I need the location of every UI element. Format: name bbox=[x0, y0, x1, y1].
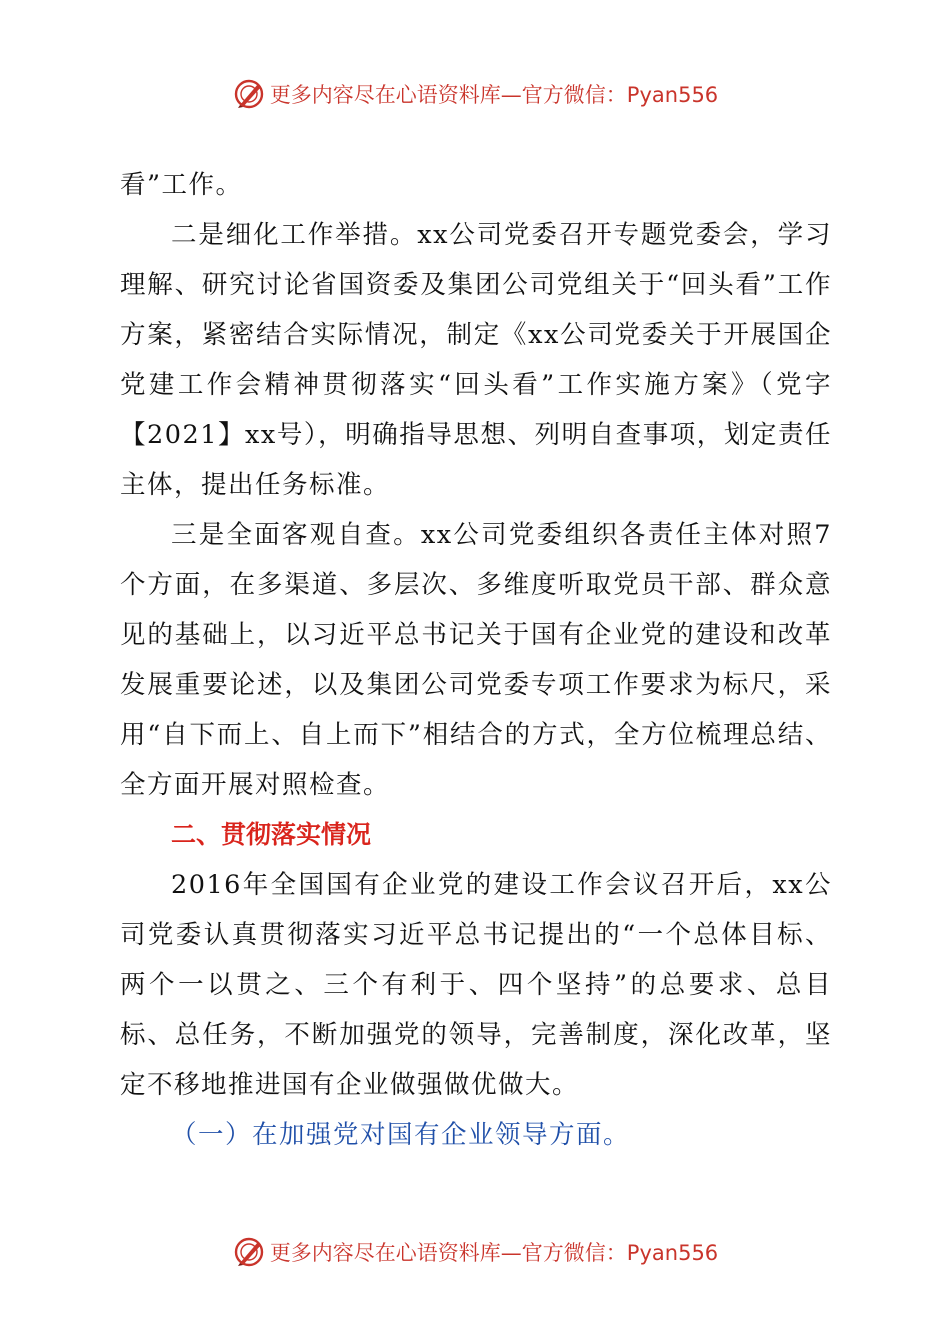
document-body bbox=[120, 160, 832, 1160]
pen-circle-logo-icon bbox=[232, 77, 266, 111]
paragraph: 三是全面客观自查。xx公司党委组织各责任主体对照7个方面，在多渠道、多层次、多维度听取党员干部、群众意见的基础上，以习近平总书记关于国有企业党的建设和改革发展重要论述，以及集团公司党委专项工作要求为标尺，采用“自下而上、自上而下”相结合的方式，全方位梳理总结、全方面开展对照检查。 bbox=[120, 520, 832, 800]
header-banner bbox=[0, 72, 950, 116]
subsection-heading: （一）在加强党对国有企业领导方面。 bbox=[171, 1120, 631, 1150]
banner-text: 更多内容尽在心语资料库—官方微信：Pyan556 bbox=[269, 83, 719, 107]
pen-circle-logo-icon bbox=[232, 1235, 266, 1269]
section-heading: 二、贯彻落实情况 bbox=[171, 820, 372, 849]
paragraph: 二是细化工作举措。xx公司党委召开专题党委会，学习理解、研究讨论省国资委及集团公司党组关于“回头看”工作方案，紧密结合实际情况，制定《xx公司党委关于开展国企党建工作会精神贯彻落实“回头看”工作实施方案》（党字【2021】xx号），明确指导思想、列明自查事项，划定责任主体，提出任务标准。 bbox=[120, 220, 832, 500]
footer-banner bbox=[0, 1230, 950, 1274]
paragraph: 看”工作。 bbox=[120, 170, 243, 200]
paragraph: 2016年全国国有企业党的建设工作会议召开后，xx公司党委认真贯彻落实习近平总书记提出的“一个总体目标、两个一以贯之、三个有利于、四个坚持”的总要求、总目标、总任务，不断加强党的领导，完善制度，深化改革，坚定不移地推进国有企业做强做优做大。 bbox=[120, 870, 832, 1100]
banner-text: 更多内容尽在心语资料库—官方微信：Pyan556 bbox=[269, 1241, 719, 1265]
